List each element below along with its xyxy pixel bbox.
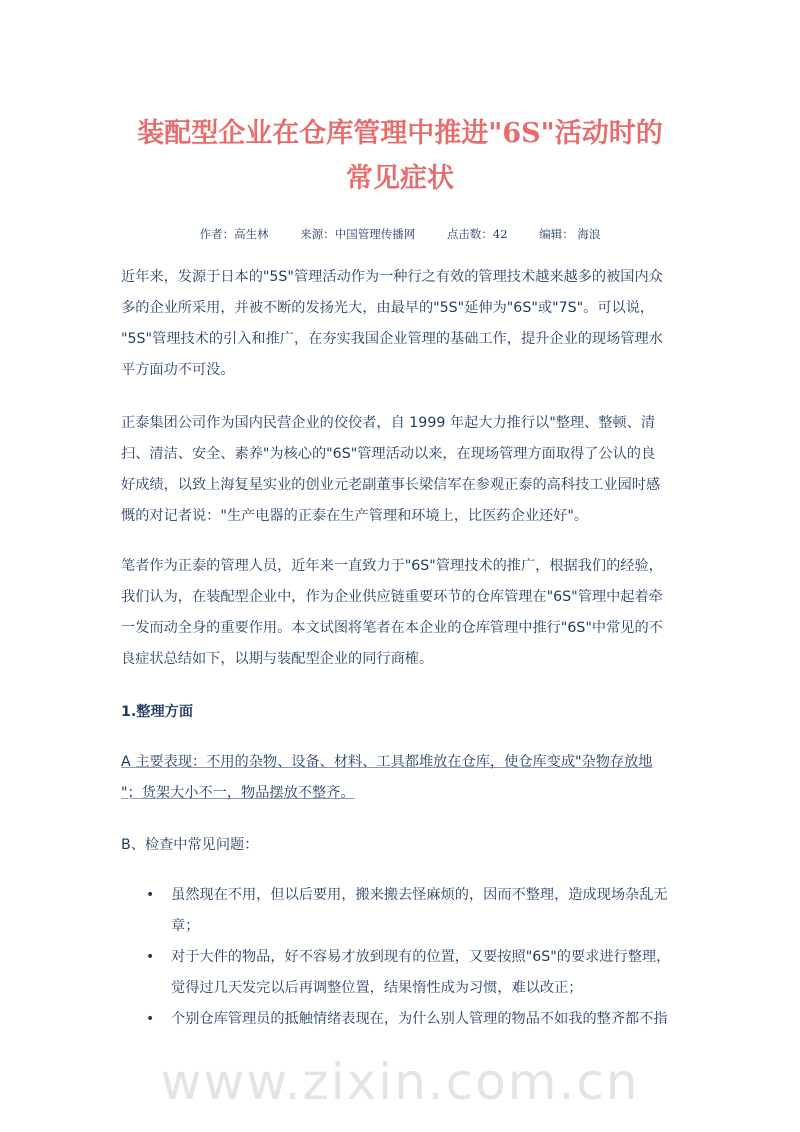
text-line: 良症状总结如下，以期与装配型企业的同行商榷。 — [121, 651, 434, 667]
text-line: "；货架大小不一，物品摆放不整齐。 — [121, 785, 355, 801]
text-line: 慨的对记者说："生产电器的正泰在生产管理和环境上，比医药企业还好"。 — [121, 508, 589, 524]
section-heading — [121, 697, 691, 728]
text-line: 近年来，发源于日本的"5S"管理活动作为一种行之有效的管理技术越来越多的被国内众 — [121, 269, 663, 285]
list-item — [171, 942, 670, 1004]
section-a-link[interactable] — [121, 747, 691, 809]
text-line: 平方面功不可没。 — [121, 362, 235, 378]
meta-source: 来源：中国管理传播网 — [300, 227, 416, 241]
paragraph-1 — [121, 262, 691, 386]
meta-clicks: 点击数：42 — [446, 227, 508, 241]
text-line: 多的企业所采用，并被不断的发扬光大，由最早的"5S"延伸为"6S"或"7S"。可以说， — [121, 300, 655, 316]
watermark: www.zixin.com.cn — [160, 1053, 640, 1111]
list-item — [171, 880, 668, 942]
doc-title-line2: 常见症状 — [346, 163, 454, 194]
section-b-label — [121, 830, 691, 861]
doc-title-line1: 装配型企业在仓库管理中推进"6S"活动时的 — [137, 118, 663, 149]
meta-author: 作者：高生林 — [199, 227, 269, 241]
text-line: 对于大件的物品，好不容易才放到现有的位置，又要按照"6S"的要求进行整理， — [171, 949, 671, 965]
meta-editor: 编辑： 海浪 — [539, 227, 601, 241]
text-line: 个别仓库管理员的抵触情绪表现在，为什么别人管理的物品不如我的整齐都不指 — [171, 1011, 668, 1027]
text-line: 扫、清洁、安全、素养"为核心的"6S"管理活动以来，在现场管理方面取得了公认的良 — [121, 446, 656, 462]
text-line: 正泰集团公司作为国内民营企业的佼佼者，自 1999 年起大力推行以"整理、整顿、清 — [121, 415, 656, 431]
paragraph-2 — [121, 408, 691, 532]
text-line: 章； — [171, 918, 200, 934]
text-line: "5S"管理技术的引入和推广，在夯实我国企业管理的基础工作，提升企业的现场管理水 — [121, 331, 663, 347]
heading-text: 1.整理方面 — [121, 704, 194, 720]
text-line: 笔者作为正泰的管理人员，近年来一直致力于"6S"管理技术的推广，根据我们的经验， — [121, 558, 663, 574]
list-item — [171, 1004, 668, 1035]
text-line: 虽然现在不用，但以后要用，搬来搬去怪麻烦的，因而不整理，造成现场杂乱无 — [171, 887, 668, 903]
text-line: 觉得过几天发完以后再调整位置，结果惰性成为习惯，难以改正； — [171, 980, 583, 996]
paragraph-3 — [121, 551, 691, 675]
label-text: B、检查中常见问题： — [121, 837, 259, 853]
bullet-icon: • — [146, 949, 155, 965]
text-line: 一发而动全身的重要作用。本文试图将笔者在本企业的仓库管理中推行"6S"中常见的不 — [121, 620, 663, 636]
article-meta — [0, 226, 800, 242]
bullet-icon: • — [146, 1011, 155, 1027]
text-line: A 主要表现：不用的杂物、设备、材料、工具都堆放在仓库，使仓库变成"杂物存放地 — [121, 754, 653, 770]
text-line: 好成绩，以致上海复星实业的创业元老副董事长梁信军在参观正泰的高科技工业园时感 — [121, 477, 661, 493]
bullet-icon: • — [146, 887, 155, 903]
text-line: 我们认为，在装配型企业中，作为企业供应链重要环节的仓库管理在"6S"管理中起着牵 — [121, 589, 663, 605]
